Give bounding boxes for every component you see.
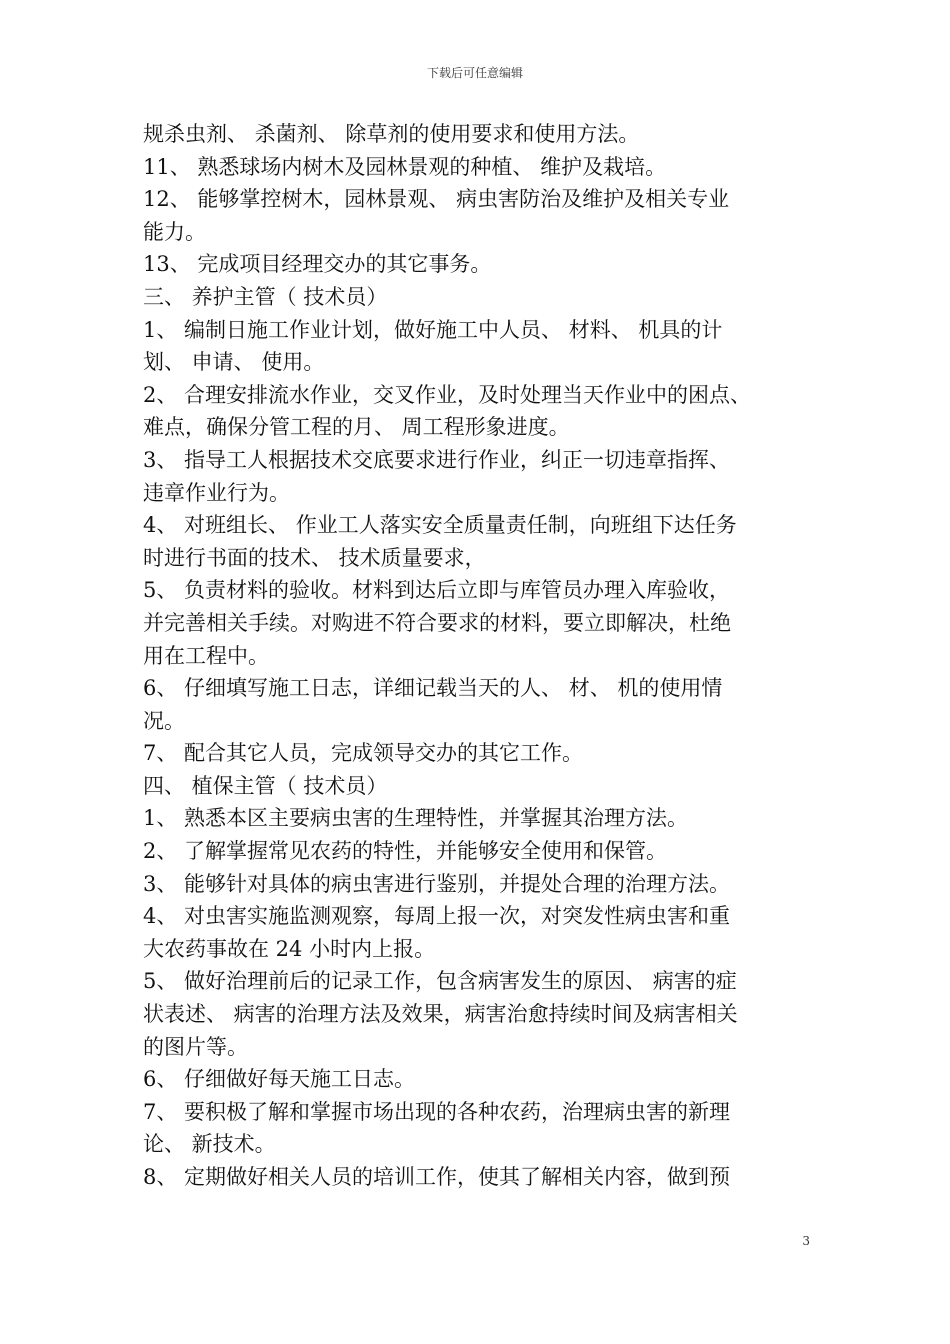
text-line: 大农药事故在 24 小时内上报。 xyxy=(143,936,436,961)
text-line: 2、 合理安排流水作业，交叉作业，及时处理当天作业中的困点、 xyxy=(143,382,752,407)
text-line: 用在工程中。 xyxy=(143,643,269,668)
text-line: 规杀虫剂、 杀菌剂、 除草剂的使用要求和使用方法。 xyxy=(143,122,640,146)
text-line: 论、 新技术。 xyxy=(143,1132,276,1157)
text-line: 6、 仔细做好每天施工日志。 xyxy=(143,1067,416,1092)
text-line: 7、 要积极了解和掌握市场出现的各种农药，治理病虫害的新理 xyxy=(143,1099,731,1124)
text-line: 4、 对班组长、 作业工人落实安全质量责任制，向班组下达任务 xyxy=(143,513,737,538)
text-line: 的图片等。 xyxy=(143,1034,248,1059)
section-heading: 四、 植保主管（ 技术员） xyxy=(143,773,388,798)
page-header: 下载后可任意编辑 xyxy=(426,66,523,80)
text-line: 7、 配合其它人员，完成领导交办的其它工作。 xyxy=(143,741,584,766)
text-line: 3、 指导工人根据技术交底要求进行作业，纠正一切违章指挥、 xyxy=(143,447,731,472)
text-line: 5、 做好治理前后的记录工作，包含病害发生的原因、 病害的症 xyxy=(143,969,737,994)
text-line: 1、 编制日施工作业计划，做好施工中人员、 材料、 机具的计 xyxy=(143,317,723,342)
text-line: 况。 xyxy=(143,708,185,733)
text-line: 违章作业行为。 xyxy=(143,480,290,505)
text-line: 并完善相关手续。对购进不符合要求的材料，要立即解决，杜绝 xyxy=(143,610,731,635)
document-body xyxy=(143,118,815,1194)
text-line: 能力。 xyxy=(143,219,206,244)
text-line: 8、 定期做好相关人员的培训工作，使其了解相关内容，做到预 xyxy=(143,1165,731,1189)
text-line: 5、 负责材料的验收。材料到达后立即与库管员办理入库验收， xyxy=(143,578,731,603)
text-line: 2、 了解掌握常见农药的特性，并能够安全使用和保管。 xyxy=(143,839,668,864)
text-line: 划、 申请、 使用。 xyxy=(143,350,325,375)
text-line: 时进行书面的技术、 技术质量要求， xyxy=(143,545,486,570)
text-line: 4、 对虫害实施监测观察，每周上报一次，对突发性病虫害和重 xyxy=(143,904,731,929)
text-line: 状表述、 病害的治理方法及效果，病害治愈持续时间及病害相关 xyxy=(143,1002,738,1027)
text-line: 3、 能够针对具体的病虫害进行鉴别，并提处合理的治理方法。 xyxy=(143,871,731,896)
text-line: 11、 熟悉球场内树木及园林景观的种植、 维护及栽培。 xyxy=(143,154,667,179)
text-line: 13、 完成项目经理交办的其它事务。 xyxy=(143,252,492,277)
text-line: 难点，确保分管工程的月、 周工程形象进度。 xyxy=(143,415,570,440)
text-line: 12、 能够掌控树木，园林景观、 病虫害防治及维护及相关专业 xyxy=(143,187,730,212)
text-line: 6、 仔细填写施工日志，详细记载当天的人、 材、 机的使用情 xyxy=(143,676,723,701)
text-line: 1、 熟悉本区主要病虫害的生理特性，并掌握其治理方法。 xyxy=(143,806,689,831)
section-heading: 三、 养护主管（ 技术员） xyxy=(143,284,388,309)
page-number: 3 xyxy=(802,1234,810,1248)
